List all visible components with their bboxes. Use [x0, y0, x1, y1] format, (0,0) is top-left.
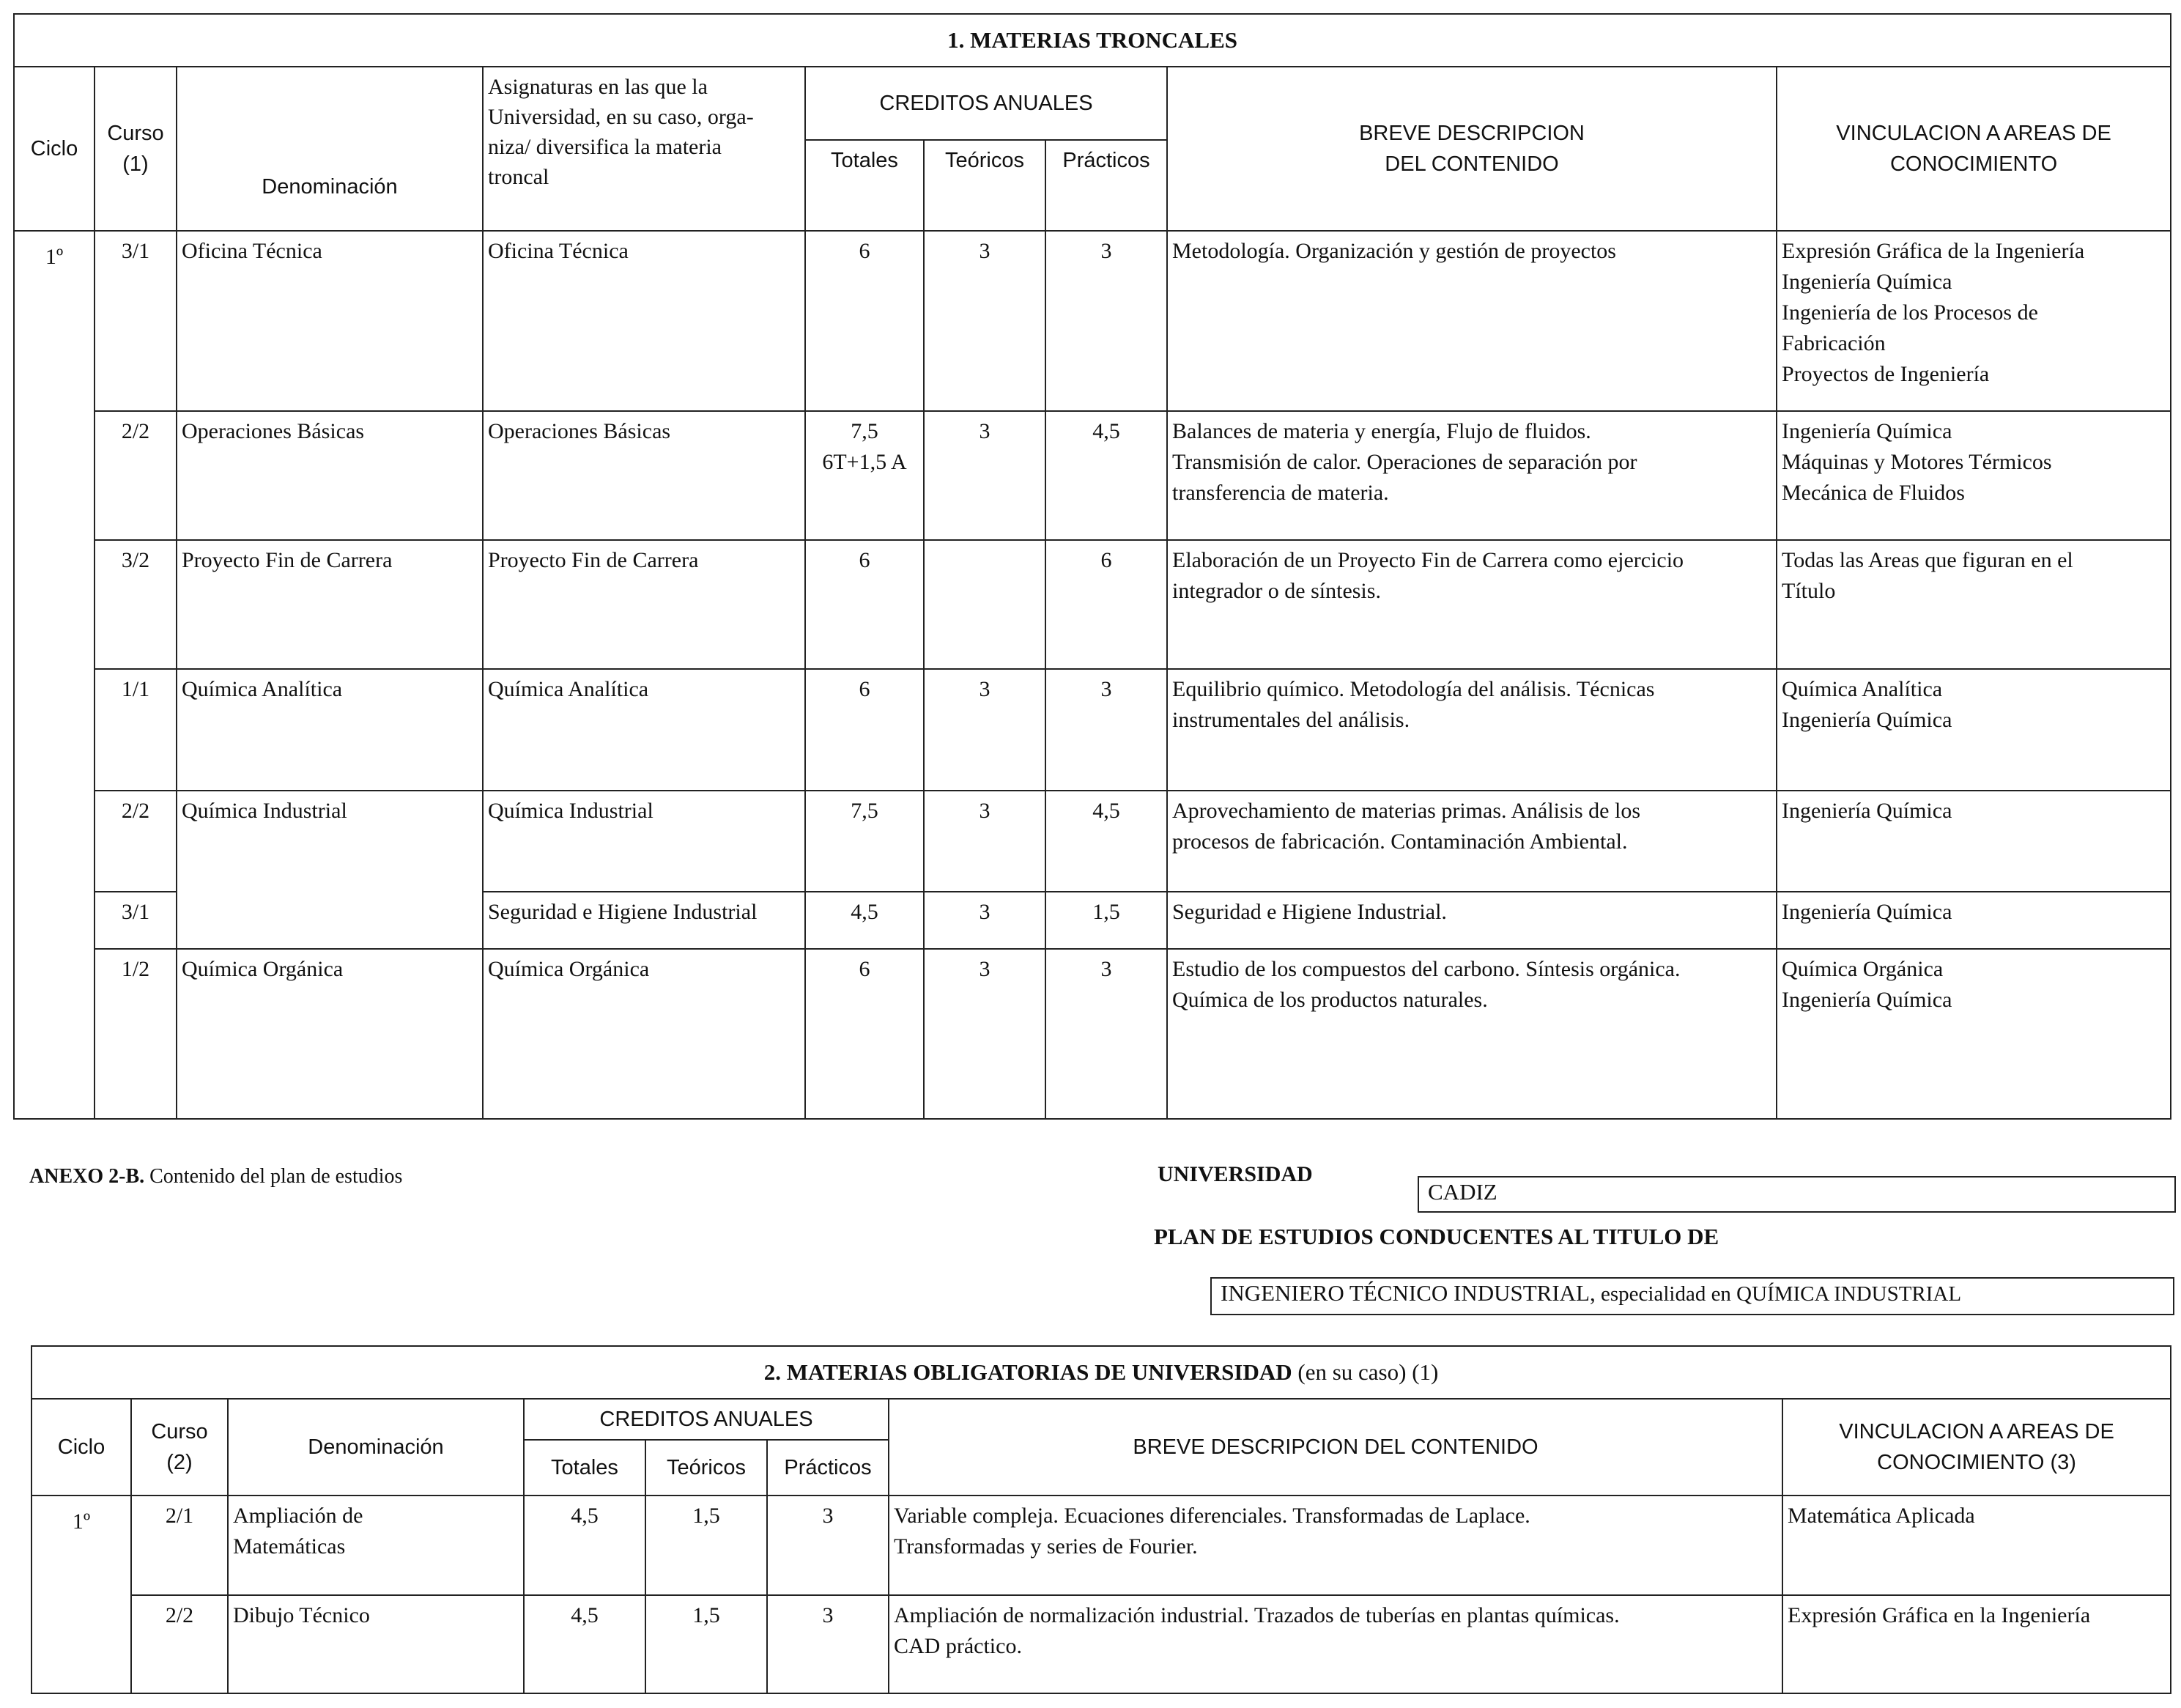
descripcion-line: Transformadas y series de Fourier.	[894, 1534, 1198, 1559]
descripcion-cell	[1167, 411, 1777, 540]
descripcion-cell	[1167, 892, 1777, 949]
descripcion-cell	[1167, 791, 1777, 892]
teoricos-cell: 3	[924, 892, 1045, 949]
denominacion-line: Dibujo Técnico	[233, 1603, 370, 1627]
descripcion-line: Elaboración de un Proyecto Fin de Carrera como ejercicio	[1172, 548, 1684, 572]
area-line: Ingeniería Química	[1782, 419, 1952, 443]
descripcion-line: transferencia de materia.	[1172, 481, 1389, 505]
header-denominacion: Denominación	[177, 67, 483, 231]
areas-cell	[1777, 669, 2171, 791]
areas-cell	[1777, 231, 2171, 411]
header-asignaturas-line: Asignaturas en las que la	[488, 75, 708, 99]
totales-cell: 6	[805, 669, 924, 791]
totales-cell: 4,5	[805, 892, 924, 949]
practicos-cell: 1,5	[1045, 892, 1167, 949]
annex-label-rest: Contenido del plan de estudios	[144, 1165, 403, 1188]
descripcion-line: procesos de fabricación. Contaminación Ambiental.	[1172, 829, 1628, 854]
totales-line: 6T+1,5 A	[822, 450, 907, 474]
annex-label	[29, 1165, 402, 1188]
denominacion-cell	[228, 1595, 524, 1693]
area-line: Expresión Gráfica de la Ingeniería	[1782, 239, 2085, 263]
ciclo-cell: 1º	[14, 231, 95, 1119]
plan-label: PLAN DE ESTUDIOS CONDUCENTES AL TITULO DE	[1154, 1224, 1719, 1249]
descripcion-line: Variable compleja. Ecuaciones diferenciales. Transformadas de Laplace.	[894, 1504, 1530, 1528]
asignatura-cell: Química Industrial	[483, 791, 805, 892]
header-vinculacion-line: CONOCIMIENTO (3)	[1877, 1451, 2076, 1474]
area-line: Ingeniería de los Procesos de	[1782, 300, 2038, 325]
header-vinculacion-line: VINCULACION A AREAS DE	[1836, 122, 2111, 145]
header-curso-line: (1)	[122, 152, 149, 176]
teoricos-cell: 3	[924, 411, 1045, 540]
area-line: Mecánica de Fluidos	[1782, 481, 1965, 505]
descripcion-line: Estudio de los compuestos del carbono. Síntesis orgánica.	[1172, 957, 1681, 981]
area-line: Ingeniería Química	[1782, 988, 1952, 1012]
descripcion-line: integrador o de síntesis.	[1172, 579, 1381, 603]
curso-cell: 2/2	[131, 1595, 228, 1693]
header-ciclo: Ciclo	[14, 67, 95, 231]
descripcion-line: Seguridad e Higiene Industrial.	[1172, 900, 1447, 924]
asignatura-cell: Proyecto Fin de Carrera	[483, 540, 805, 669]
descripcion-line: Química de los productos naturales.	[1172, 988, 1488, 1012]
descripcion-line: Balances de materia y energía, Flujo de fluidos.	[1172, 419, 1591, 443]
header-totales: Totales	[805, 140, 924, 231]
areas-cell	[1777, 892, 2171, 949]
curso-cell: 3/1	[95, 231, 177, 411]
descripcion-line: Ampliación de normalización industrial. Trazados de tuberías en plantas químicas.	[894, 1603, 1620, 1627]
curso-cell: 2/2	[95, 791, 177, 892]
curso-cell: 2/2	[95, 411, 177, 540]
asignatura-cell: Química Orgánica	[483, 949, 805, 1119]
curso-cell: 2/1	[131, 1496, 228, 1595]
area-line: Proyectos de Ingeniería	[1782, 362, 1990, 386]
practicos-cell: 4,5	[1045, 791, 1167, 892]
universidad-label: UNIVERSIDAD	[1158, 1162, 1313, 1186]
areas-cell	[1782, 1496, 2171, 1595]
practicos-cell: 6	[1045, 540, 1167, 669]
denominacion-cell: Química Industrial	[177, 791, 483, 949]
area-line: Todas las Areas que figuran en el	[1782, 548, 2073, 572]
descripcion-cell	[1167, 231, 1777, 411]
denominacion-cell: Química Analítica	[177, 669, 483, 791]
annex-label-bold: ANEXO 2-B.	[29, 1165, 145, 1188]
header-vinculacion	[1782, 1399, 2171, 1496]
obligatorias-title-rest: (en su caso) (1)	[1292, 1359, 1439, 1385]
denominacion-line: Matemáticas	[233, 1534, 346, 1559]
totales-cell: 6	[805, 540, 924, 669]
header-teoricos: Teóricos	[645, 1440, 767, 1496]
practicos-cell: 3	[1045, 949, 1167, 1119]
descripcion-line: CAD práctico.	[894, 1634, 1022, 1658]
denominacion-cell	[228, 1496, 524, 1595]
denominacion-cell: Proyecto Fin de Carrera	[177, 540, 483, 669]
totales-cell: 6	[805, 231, 924, 411]
titulo-box	[1210, 1277, 2174, 1315]
asignatura-cell: Química Analítica	[483, 669, 805, 791]
teoricos-cell: 1,5	[645, 1496, 767, 1595]
areas-cell	[1782, 1595, 2171, 1693]
practicos-cell: 3	[767, 1595, 889, 1693]
descripcion-line: Transmisión de calor. Operaciones de separación por	[1172, 450, 1637, 474]
area-line: Ingeniería Química	[1782, 270, 1952, 294]
header-curso-line: (2)	[166, 1451, 193, 1474]
header-teoricos: Teóricos	[924, 140, 1045, 231]
header-breve-line: BREVE DESCRIPCION	[1359, 122, 1585, 145]
area-line: Fabricación	[1782, 331, 1886, 355]
area-line: Ingeniería Química	[1782, 708, 1952, 732]
practicos-cell: 3	[767, 1496, 889, 1595]
header-totales: Totales	[524, 1440, 645, 1496]
header-asignaturas	[483, 67, 805, 231]
teoricos-cell: 1,5	[645, 1595, 767, 1693]
denominacion-cell: Química Orgánica	[177, 949, 483, 1119]
header-asignaturas-line: troncal	[488, 165, 549, 189]
curso-cell: 3/2	[95, 540, 177, 669]
asignatura-cell: Operaciones Básicas	[483, 411, 805, 540]
practicos-cell: 4,5	[1045, 411, 1167, 540]
descripcion-line: instrumentales del análisis.	[1172, 708, 1410, 732]
header-curso	[131, 1399, 228, 1496]
area-line: Título	[1782, 579, 1836, 603]
header-breve	[1167, 67, 1777, 231]
descripcion-cell	[1167, 540, 1777, 669]
denominacion-cell: Operaciones Básicas	[177, 411, 483, 540]
descripcion-cell	[1167, 949, 1777, 1119]
obligatorias-title-bold: 2. MATERIAS OBLIGATORIAS DE UNIVERSIDAD	[763, 1359, 1292, 1385]
titulo-main: INGENIERO TÉCNICO INDUSTRIAL,	[1221, 1280, 1596, 1306]
header-vinculacion-line: CONOCIMIENTO	[1889, 152, 2058, 176]
denominacion-line: Ampliación de	[233, 1504, 363, 1528]
practicos-cell: 3	[1045, 669, 1167, 791]
area-line: Expresión Gráfica en la Ingeniería	[1788, 1603, 2091, 1627]
teoricos-cell: 3	[924, 949, 1045, 1119]
totales-cell: 6	[805, 949, 924, 1119]
obligatorias-table	[31, 1345, 2171, 1694]
curso-cell: 1/1	[95, 669, 177, 791]
header-breve: BREVE DESCRIPCION DEL CONTENIDO	[889, 1399, 1782, 1496]
ciclo-cell: 1º	[32, 1496, 131, 1693]
teoricos-cell	[924, 540, 1045, 669]
area-line: Química Analítica	[1782, 677, 1943, 701]
obligatorias-title	[32, 1346, 2171, 1399]
descripcion-line: Equilibrio químico. Metodología del análisis. Técnicas	[1172, 677, 1655, 701]
areas-cell	[1777, 540, 2171, 669]
descripcion-cell	[889, 1496, 1782, 1595]
totales-cell: 7,5	[805, 791, 924, 892]
area-line: Matemática Aplicada	[1788, 1504, 1975, 1528]
area-line: Ingeniería Química	[1782, 799, 1952, 823]
areas-cell	[1777, 791, 2171, 892]
header-creditos: CREDITOS ANUALES	[805, 67, 1167, 140]
denominacion-cell: Oficina Técnica	[177, 231, 483, 411]
header-breve-line: DEL CONTENIDO	[1385, 152, 1559, 176]
header-asignaturas-line: niza/ diversifica la materia	[488, 135, 722, 159]
teoricos-cell: 3	[924, 669, 1045, 791]
descripcion-cell	[1167, 669, 1777, 791]
areas-cell	[1777, 411, 2171, 540]
troncales-table	[13, 13, 2171, 1120]
totales-cell: 4,5	[524, 1496, 645, 1595]
header-practicos: Prácticos	[767, 1440, 889, 1496]
totales-cell	[805, 411, 924, 540]
descripcion-line: Metodología. Organización y gestión de proyectos	[1172, 239, 1616, 263]
troncales-title: 1. MATERIAS TRONCALES	[14, 14, 2171, 67]
area-line: Ingeniería Química	[1782, 900, 1952, 924]
teoricos-cell: 3	[924, 231, 1045, 411]
descripcion-line: Aprovechamiento de materias primas. Análisis de los	[1172, 799, 1641, 823]
totales-line: 7,5	[851, 419, 878, 443]
area-line: Química Orgánica	[1782, 957, 1944, 981]
areas-cell	[1777, 949, 2171, 1119]
asignatura-cell: Seguridad e Higiene Industrial	[483, 892, 805, 949]
practicos-cell: 3	[1045, 231, 1167, 411]
header-creditos: CREDITOS ANUALES	[524, 1399, 889, 1440]
asignatura-cell: Oficina Técnica	[483, 231, 805, 411]
titulo-rest: especialidad en QUÍMICA INDUSTRIAL	[1595, 1282, 1962, 1306]
header-practicos: Prácticos	[1045, 140, 1167, 231]
teoricos-cell: 3	[924, 791, 1045, 892]
curso-cell: 1/2	[95, 949, 177, 1119]
descripcion-cell	[889, 1595, 1782, 1693]
header-denominacion: Denominación	[228, 1399, 524, 1496]
header-curso	[95, 67, 177, 231]
header-vinculacion	[1777, 67, 2171, 231]
header-vinculacion-line: VINCULACION A AREAS DE	[1839, 1420, 2114, 1443]
header-curso-line: Curso	[151, 1420, 208, 1443]
curso-cell: 3/1	[95, 892, 177, 949]
universidad-value-box: CADIZ	[1418, 1176, 2176, 1213]
header-curso-line: Curso	[107, 122, 164, 145]
area-line: Máquinas y Motores Térmicos	[1782, 450, 2052, 474]
header-ciclo: Ciclo	[32, 1399, 131, 1496]
header-asignaturas-line: Universidad, en su caso, orga-	[488, 105, 754, 129]
totales-cell: 4,5	[524, 1595, 645, 1693]
